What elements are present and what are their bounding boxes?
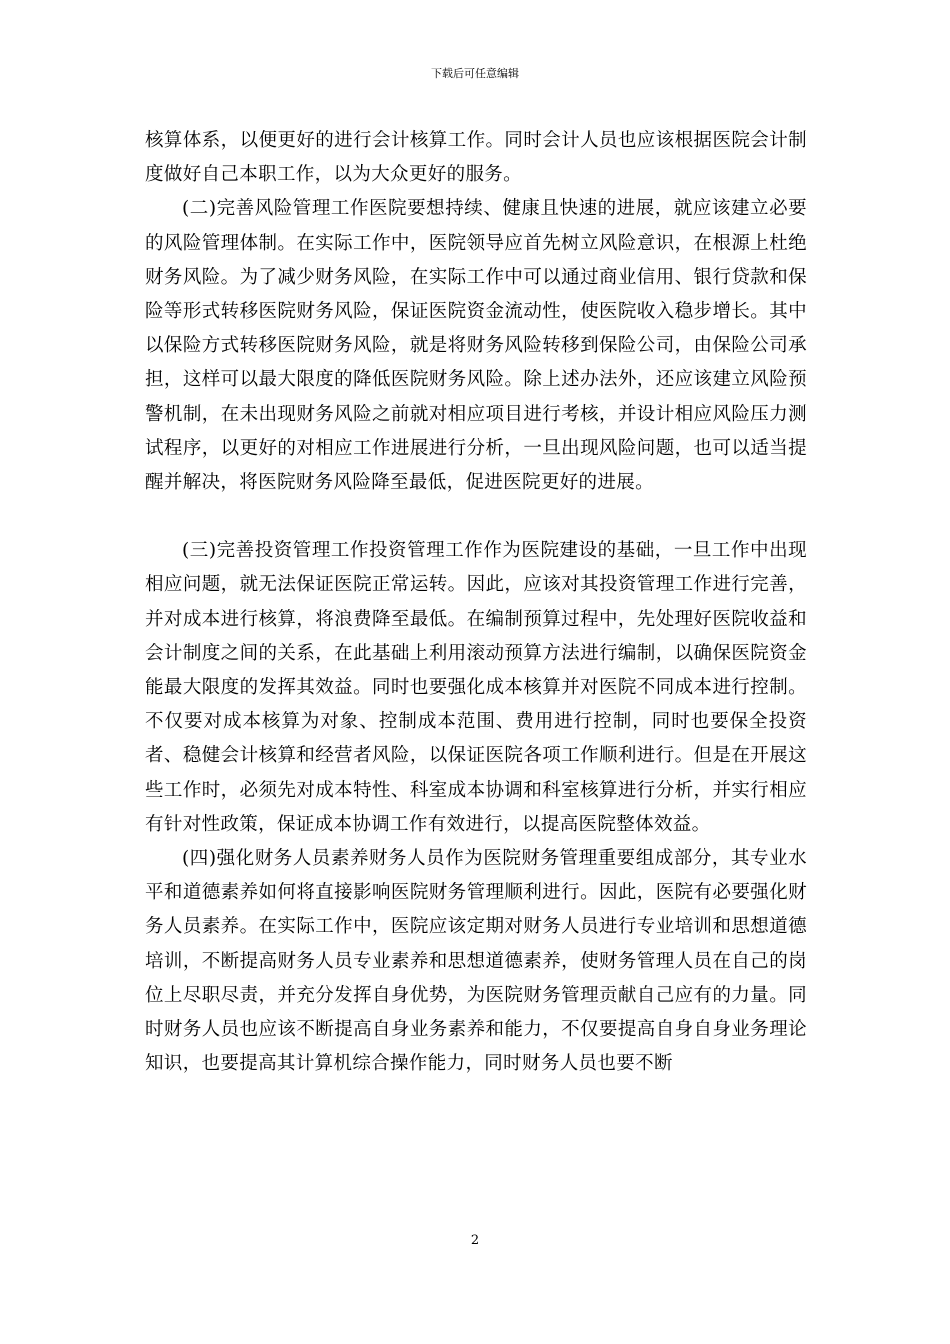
paragraph-risk-management: (二)完善风险管理工作医院要想持续、健康且快速的进展，就应该建立必要的风险管理体制。在实际工作中，医院领导应首先树立风险意识，在根源上杜绝财务风险。为了减少财务风险，在实际工作中可以通过商业信用、银行贷款和保险等形式转移医院财务风险，保证医院资金流动性，使医院收入稳步增长。其中以保险方式转移医院财务风险，就是将财务风险转移到保险公司，由保险公司承担，这样可以最大限度的降低医院财务风险。除上述办法外，还应该建立风险预警机制，在未出现财务风险之前就对相应项目进行考核，并设计相应风险压力测试程序，以更好的对相应工作进展进行分析，一旦出现风险问题，也可以适当提醒并解决，将医院财务风险降至最低，促进医院更好的进展。 <box>145 198 807 494</box>
document-body <box>145 124 807 1081</box>
paragraph-investment-management: (三)完善投资管理工作投资管理工作作为医院建设的基础，一旦工作中出现相应问题，就无法保证医院正常运转。因此，应该对其投资管理工作进行完善，并对成本进行核算，将浪费降至最低。在编制预算过程中，先处理好医院收益和会计制度之间的关系，在此基础上利用滚动预算方法进行编制，以确保医院资金能最大限度的发挥其效益。同时也要强化成本核算并对医院不同成本进行控制。不仅要对成本核算为对象、控制成本范围、费用进行控制，同时也要保全投资者、稳健会计核算和经营者风险，以保证医院各项工作顺利进行。但是在开展这些工作时，必须先对成本特性、科室成本协调和科室核算进行分析，并实行相应有针对性政策，保证成本协调工作有效进行，以提高医院整体效益。 <box>145 540 807 835</box>
paragraph-spacer <box>145 500 807 534</box>
paragraph-continuation: 核算体系，以便更好的进行会计核算工作。同时会计人员也应该根据医院会计制度做好自己本职工作，以为大众更好的服务。 <box>145 130 807 186</box>
page-header: 下载后可任意编辑 <box>431 67 519 80</box>
page-number: 2 <box>470 1233 480 1248</box>
paragraph-staff-quality: (四)强化财务人员素养财务人员作为医院财务管理重要组成部分，其专业水平和道德素养如何将直接影响医院财务管理顺利进行。因此，医院有必要强化财务人员素养。在实际工作中，医院应该定期对财务人员进行专业培训和思想道德培训，不断提高财务人员专业素养和思想道德素养，使财务管理人员在自己的岗位上尽职尽责，并充分发挥自身优势，为医院财务管理贡献自己应有的力量。同时财务人员也应该不断提高自身业务素养和能力，不仅要提高自身自身业务理论知识，也要提高其计算机综合操作能力，同时财务人员也要不断 <box>145 848 807 1075</box>
